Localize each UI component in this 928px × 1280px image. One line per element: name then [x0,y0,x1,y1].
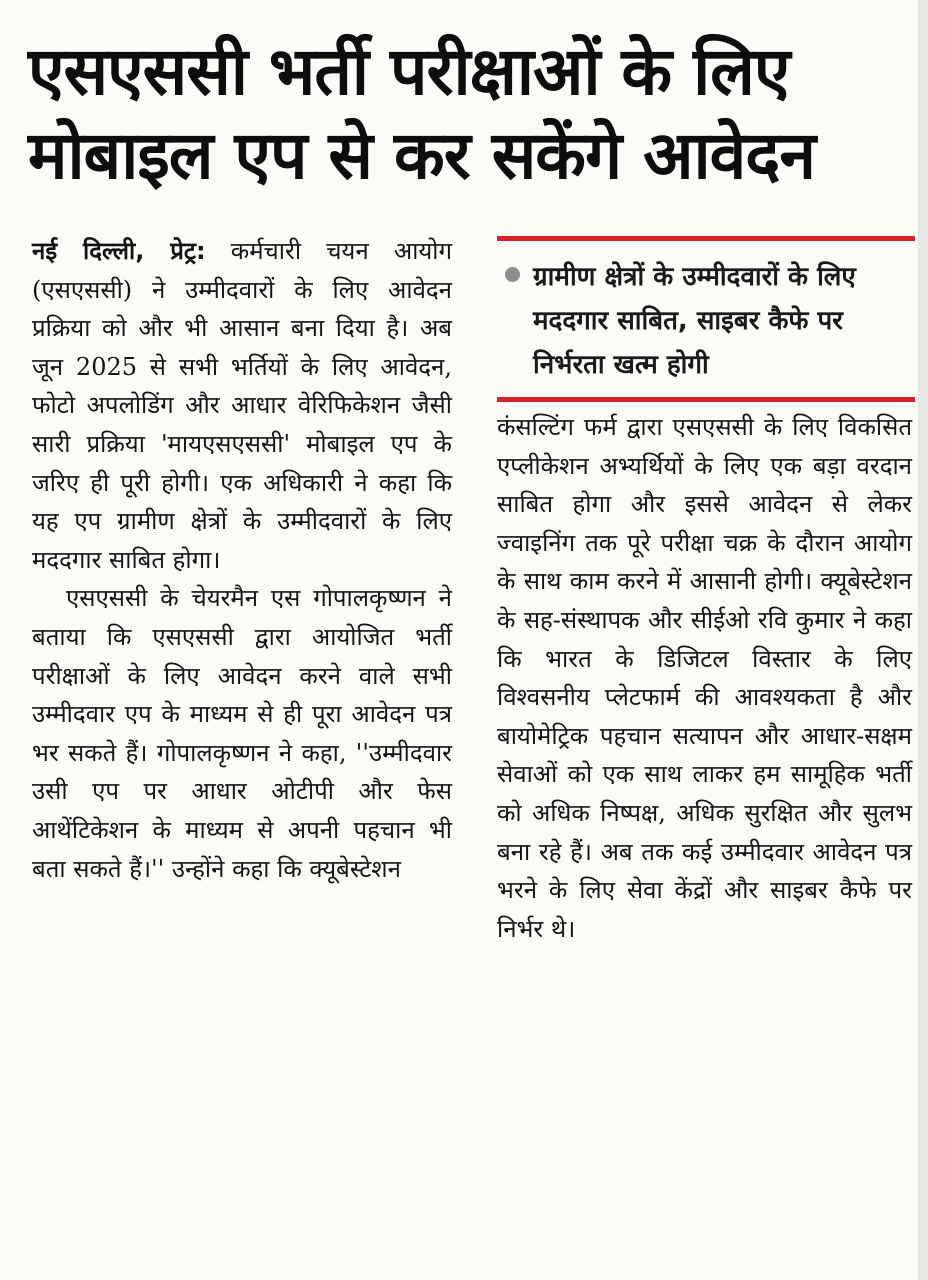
headline [28,30,908,198]
headline-line-2: मोबाइल एप से कर सकेंगे आवेदन [28,117,815,194]
callout-bottom-rule [497,397,915,402]
callout-body [497,241,915,397]
article-paragraph-2: एसएससी के चेयरमैन एस गोपालकृष्णन ने बताया कि एसएससी द्वारा आयोजित भर्ती परीक्षाओं के लिए आवेदन करने वाले सभी उम्मीदवार एप के माध्यम से ही पूरा आवेदन पत्र भर सकते हैं। गोपालकृष्णन ने कहा, ''उम्मीदवार उसी एप पर आधार ओटीपी और फेस आथेंटिकेशन के माध्यम से अपनी पहचान भी बता सकते हैं।'' उन्होंने कहा कि क्यूबेस्टेशन [32,584,452,883]
headline-line-1: एसएससी भर्ती परीक्षाओं के लिए [28,33,790,110]
bullet-icon [505,267,520,282]
article-paragraph-3: कंसल्टिंग फर्म द्वारा एसएससी के लिए विकसित एप्लीकेशन अभ्यर्थियों के लिए एक बड़ा वरदान साबित होगा और इससे आवेदन से लेकर ज्वाइनिंग तक पूरे परीक्षा चक्र के दौरान आयोग के साथ काम करने में आसानी होगी। क्यूबेस्टेशन के सह-संस्थापक और सीईओ रवि कुमार ने कहा कि भारत के डिजिटल विस्तार के लिए विश्वसनीय प्लेटफार्म की आवश्यकता है और बायोमेट्रिक पहचान सत्यापन और आधार-सक्षम सेवाओं को एक साथ लाकर हम सामूहिक भर्ती को अधिक निष्पक्ष, अधिक सुरक्षित और सुलभ बना रहे हैं। अब तक कई उम्मीदवार आवेदन पत्र भरने के लिए सेवा केंद्रों और साइबर कैफे पर निर्भर थे। [497,413,912,943]
highlight-callout [497,236,915,402]
callout-text: ग्रामीण क्षेत्रों के उम्मीदवारों के लिए मददगार साबित, साइबर कैफे पर निर्भरता खत्म होगी [533,262,856,380]
page-edge-strip [918,0,928,1280]
article-column-right [497,408,912,948]
paragraph-1-text: कर्मचारी चयन आयोग (एसएससी) ने उम्मीदवारों के लिए आवेदन प्रक्रिया को और भी आसान बना दिया है। अब जून 2025 से सभी भर्तियों के लिए आवेदन, फोटो अपलोडिंग और आधार वेरिफिकेशन जैसी सारी प्रक्रिया 'मायएसएससी' मोबाइल एप के जरिए ही पूरी होगी। एक अधिकारी ने कहा कि यह एप ग्रामीण क्षेत्रों के उम्मीदवारों के लिए मददगार साबित होगा। [32,237,452,574]
article-paragraph-1 [32,232,452,579]
dateline: नई दिल्ली, प्रेट्र: [32,237,206,265]
article-column-left [32,232,452,888]
